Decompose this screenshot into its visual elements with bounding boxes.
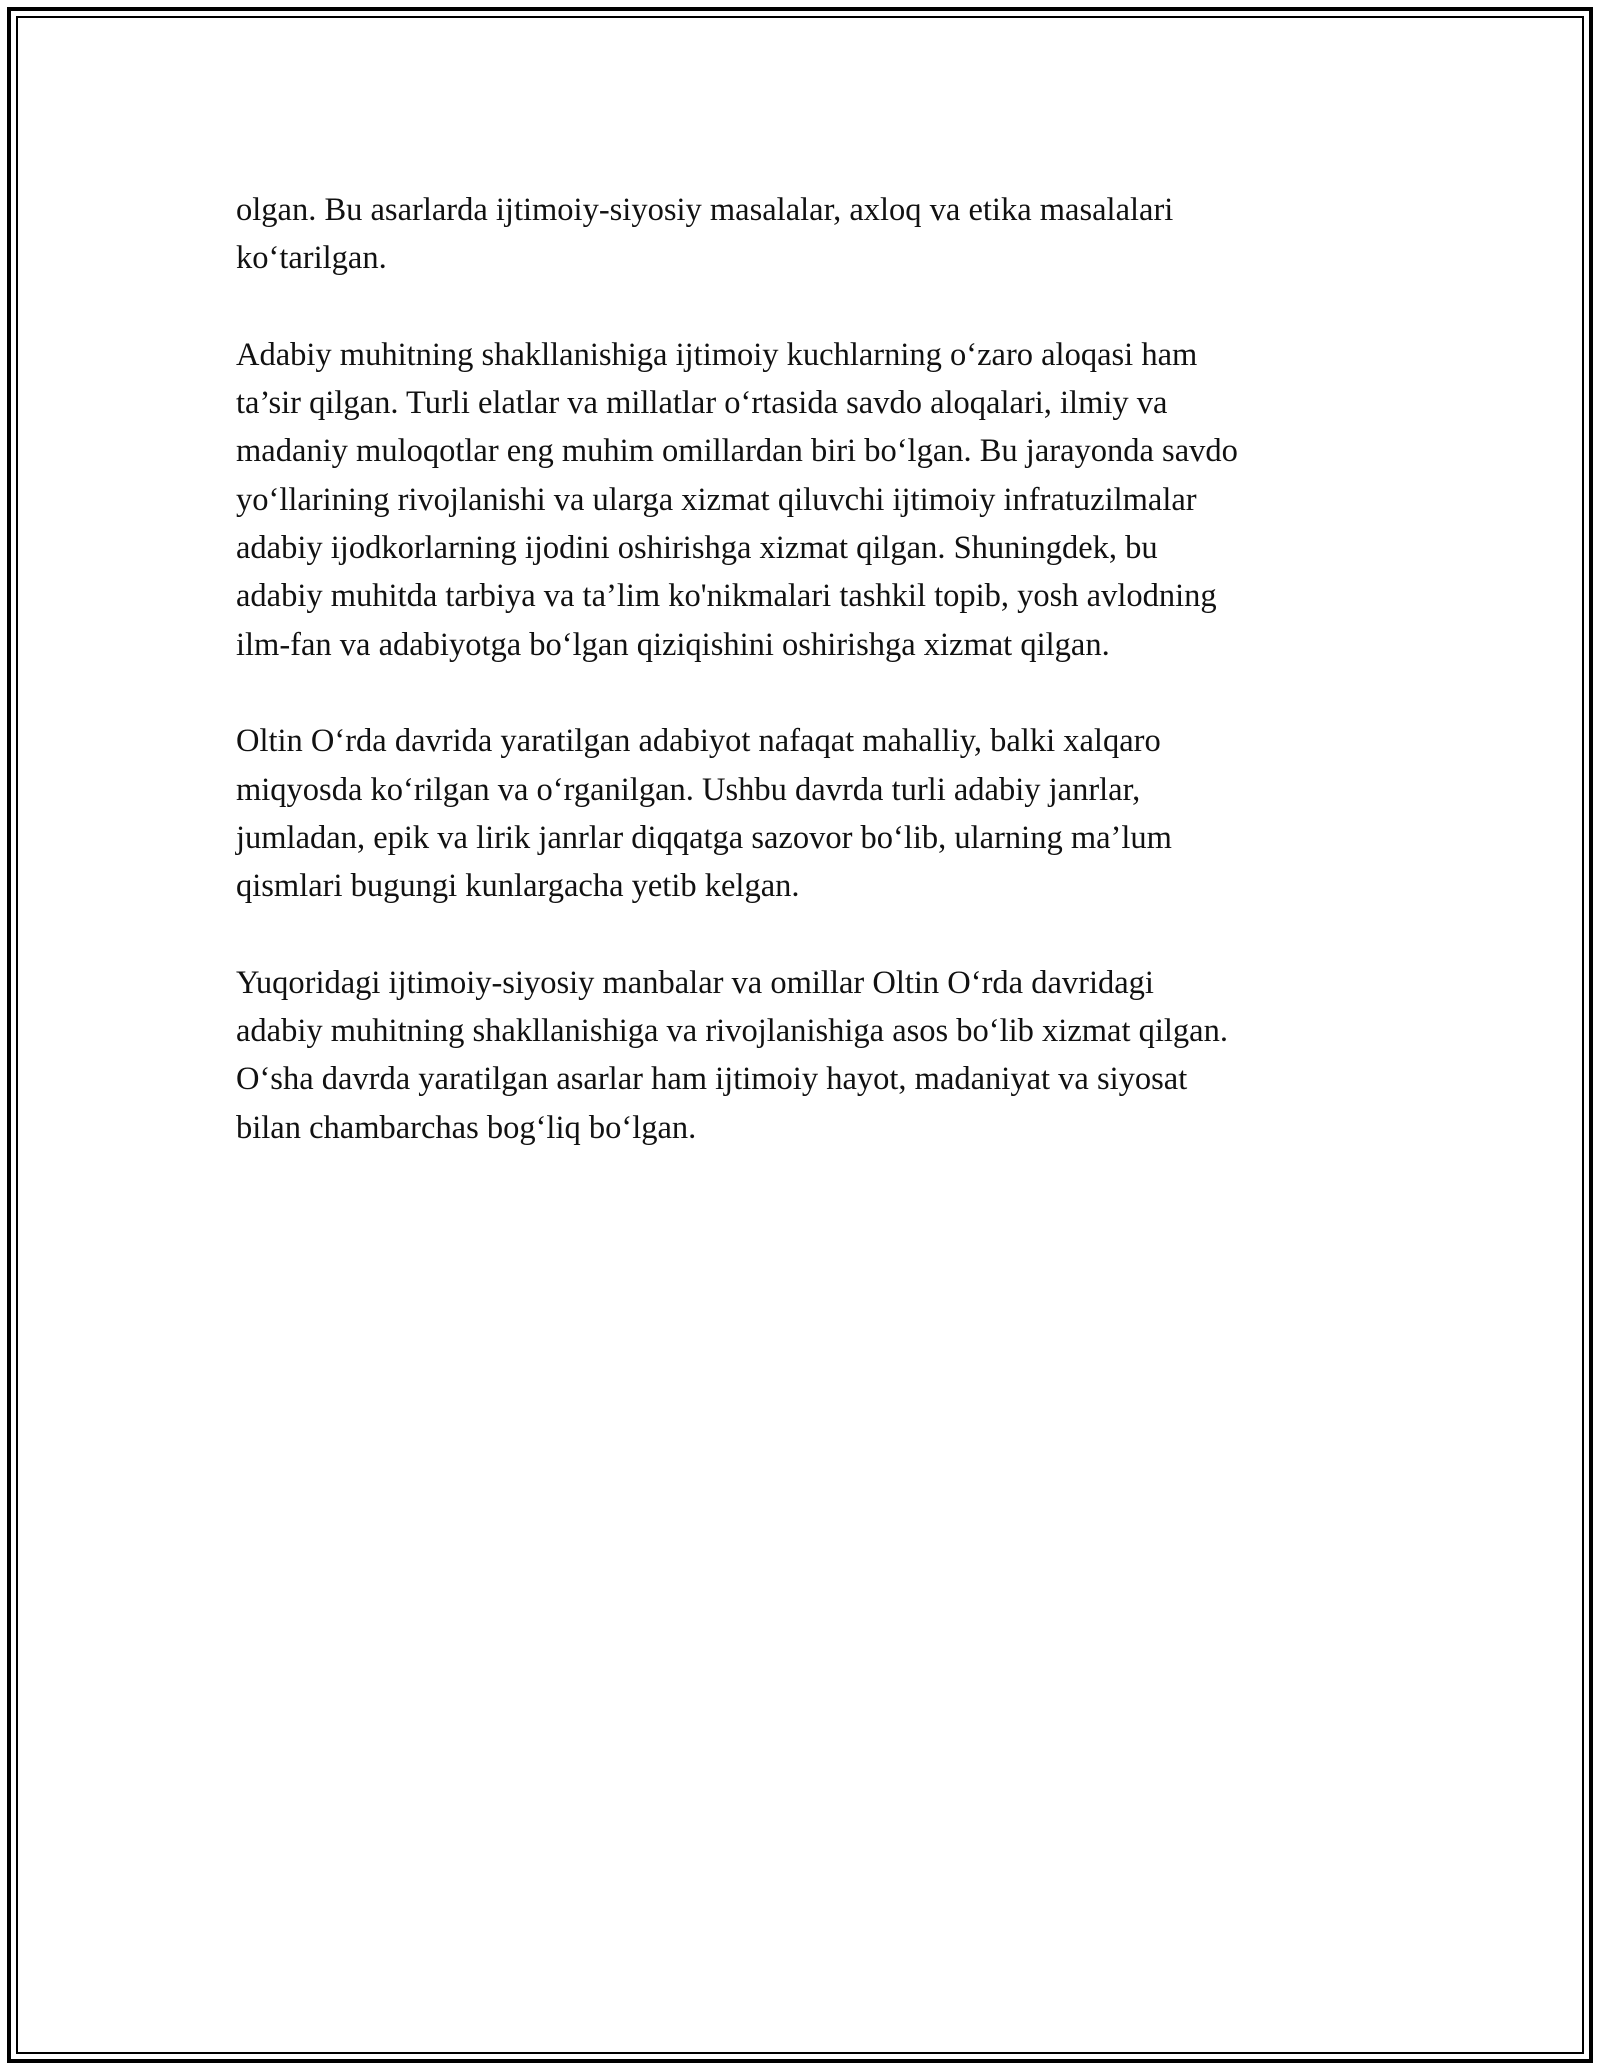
text-line: Yuqoridagi ijtimoiy-siyosiy manbalar va omillar Oltin O‘rda davridagi (236, 964, 1154, 1001)
text-line: adabiy muhitda tarbiya va ta’lim ko'nikmalari tashkil topib, yosh avlodning (236, 578, 1217, 615)
text-line: ko‘tarilgan. (236, 240, 387, 277)
text-line: Adabiy muhitning shakllanishiga ijtimoiy kuchlarning o‘zaro aloqasi ham (236, 336, 1198, 373)
text-line: Oltin O‘rda davrida yaratilgan adabiyot nafaqat mahalliy, balki xalqaro (236, 723, 1161, 760)
text-line: miqyosda ko‘rilgan va o‘rganilgan. Ushbu davrda turli adabiy janrlar, (236, 771, 1141, 808)
text-line: ilm-fan va adabiyotga bo‘lgan qiziqishini oshirishga xizmat qilgan. (236, 626, 1110, 663)
text-line: O‘sha davrda yaratilgan asarlar ham ijtimoiy hayot, madaniyat va siyosat (236, 1061, 1188, 1098)
text-line: bilan chambarchas bog‘liq bo‘lgan. (236, 1109, 697, 1146)
paragraph-2 (236, 331, 1396, 669)
paragraph-1 (236, 186, 1396, 283)
text-line: olgan. Bu asarlarda ijtimoiy-siyosiy masalalar, axloq va etika masalalari (236, 192, 1174, 228)
text-line: adabiy muhitning shakllanishiga va rivojlanishiga asos bo‘lib xizmat qilgan. (236, 1013, 1228, 1050)
text-line: madaniy muloqotlar eng muhim omillardan biri bo‘lgan. Bu jarayonda savdo (236, 433, 1238, 470)
text-line: yo‘llarining rivojlanishi va ularga xizmat qiluvchi ijtimoiy infratuzilmalar (236, 481, 1197, 518)
text-line: adabiy ijodkorlarning ijodini oshirishga xizmat qilgan. Shuningdek, bu (236, 530, 1158, 567)
paragraph-4 (236, 959, 1396, 1152)
paragraph-3 (236, 717, 1396, 910)
text-line: qismlari bugungi kunlargacha yetib kelgan. (236, 868, 800, 905)
text-line: ta’sir qilgan. Turli elatlar va millatlar o‘rtasida savdo aloqalari, ilmiy va (236, 385, 1168, 422)
text-line: jumladan, epik va lirik janrlar diqqatga sazovor bo‘lib, ularning ma’lum (236, 819, 1172, 856)
document-body (236, 186, 1396, 1152)
